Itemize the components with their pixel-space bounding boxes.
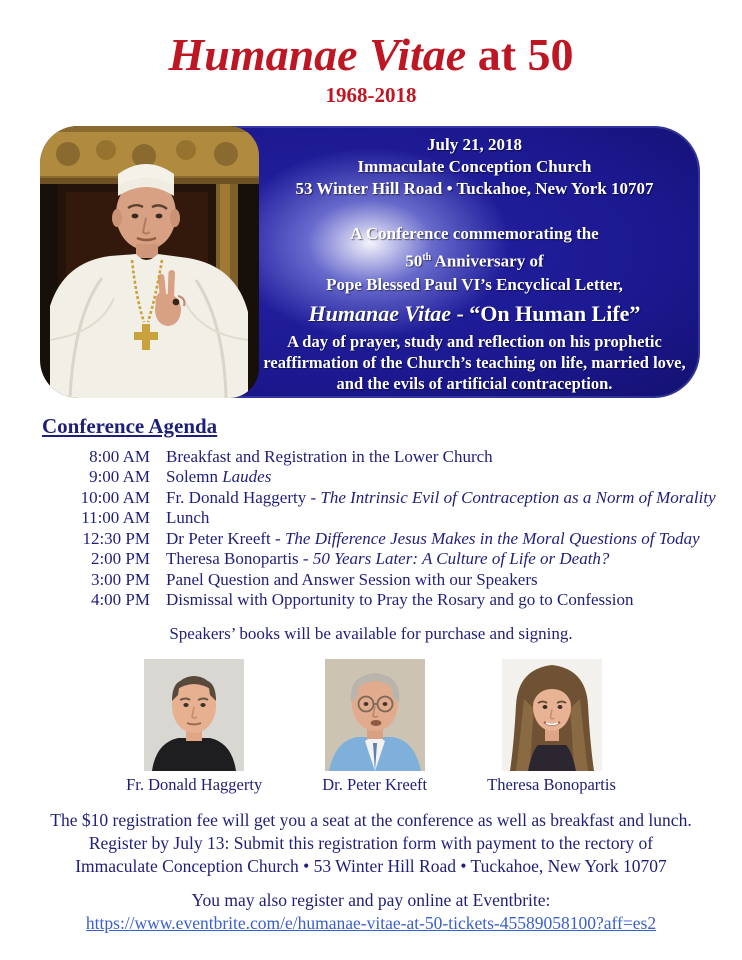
agenda-row — [42, 447, 742, 468]
registration-deadline-line: Register by July 13: Submit this registration form with payment to the rectory of — [88, 832, 654, 853]
agenda-desc-italic: The Intrinsic Evil of Contraception as a Norm of Morality — [320, 487, 716, 507]
agenda-heading: Conference Agenda — [42, 413, 218, 438]
speaker-photo-bonopartis — [502, 659, 602, 771]
agenda-row — [42, 529, 742, 550]
kreeft-portrait — [325, 659, 425, 771]
agenda-row — [42, 549, 742, 570]
speaker-card — [487, 659, 616, 795]
agenda-description — [166, 488, 716, 509]
agenda-description — [166, 508, 209, 529]
agenda-row — [42, 467, 742, 488]
agenda-row — [42, 488, 742, 509]
pope-paul-vi-photo — [40, 126, 259, 398]
speaker-name: Fr. Donald Haggerty — [126, 774, 263, 794]
anniversary-number: 50 — [405, 251, 423, 271]
speaker-card — [322, 659, 427, 795]
agenda-description — [166, 529, 700, 550]
page-title — [0, 30, 742, 81]
anniversary-rest: Anniversary of — [431, 251, 544, 271]
banner-text — [259, 134, 690, 394]
page-title-italic: Humanae Vitae — [168, 29, 467, 80]
agenda-time: 4:00 PM — [90, 590, 150, 610]
speaker-photo-haggerty — [144, 659, 244, 771]
speaker-card — [126, 659, 262, 795]
agenda-desc-plain: Fr. Donald Haggerty - — [166, 487, 321, 507]
encyclical-title — [259, 300, 690, 327]
agenda-time: 10:00 AM — [80, 487, 150, 507]
agenda-time: 9:00 AM — [89, 467, 150, 487]
encyclical-title-rest: - “On Human Life” — [450, 301, 641, 327]
registration-address-line: Immaculate Conception Church • 53 Winter Hill Road • Tuckahoe, New York 10707 — [75, 855, 667, 876]
eventbrite-link-line — [0, 912, 742, 935]
event-address: 53 Winter Hill Road • Tuckahoe, New York 10707 — [295, 178, 654, 198]
pope-paul-vi-illustration — [40, 126, 259, 398]
agenda-desc-italic: Laudes — [222, 467, 272, 487]
agenda-description — [166, 570, 538, 591]
agenda-desc-plain: Lunch — [166, 508, 210, 528]
agenda-description — [166, 467, 271, 488]
banner-line-3: Pope Blessed Paul VI’s Encyclical Letter, — [326, 275, 623, 295]
agenda-desc-plain: Breakfast and Registration in the Lower Church — [166, 446, 493, 466]
agenda-desc-plain: Dr Peter Kreeft - — [166, 528, 285, 548]
agenda-desc-plain: Panel Question and Answer Session with our Speakers — [166, 569, 538, 589]
agenda-desc-italic: 50 Years Later: A Culture of Life or Death? — [312, 549, 610, 569]
agenda-desc-italic: The Difference Jesus Makes in the Moral Questions of Today — [284, 528, 700, 548]
registration-info — [0, 809, 742, 935]
agenda-time: 3:00 PM — [90, 569, 150, 589]
agenda-time: 2:00 PM — [90, 549, 150, 569]
speaker-photo-kreeft — [325, 659, 425, 771]
eventbrite-link[interactable]: https://www.eventbrite.com/e/humanae-vitae-at-50-tickets-45589058100?aff=es2 — [85, 912, 657, 933]
agenda-section — [42, 414, 742, 611]
agenda-desc-plain: Dismissal with Opportunity to Pray the Rosary and go to Confession — [166, 590, 634, 610]
agenda-description — [166, 447, 493, 468]
agenda-row — [42, 508, 742, 529]
event-venue: Immaculate Conception Church — [357, 156, 592, 176]
registration-fee-line: The $10 registration fee will get you a seat at the conference as well as breakfast and lunch. — [50, 809, 692, 830]
page-title-rest: at 50 — [466, 29, 574, 80]
event-date: July 21, 2018 — [427, 134, 522, 154]
speaker-name: Theresa Bonopartis — [487, 774, 616, 794]
banner-line-2 — [259, 246, 690, 274]
agenda-time: 11:00 AM — [81, 508, 150, 528]
banner-description: A day of prayer, study and reflection on his prophetic reaffirmation of the Church’s teaching on life, married love, and the evils of artificial contraception. — [263, 332, 686, 394]
bonopartis-portrait — [502, 659, 602, 771]
encyclical-title-italic: Humanae Vitae — [308, 301, 451, 327]
eventbrite-note: You may also register and pay online at Eventbrite: — [191, 889, 551, 910]
page-subtitle: 1968-2018 — [325, 82, 417, 107]
agenda-row — [42, 590, 742, 611]
agenda-desc-plain: Theresa Bonopartis - — [166, 549, 313, 569]
agenda-desc-plain: Solemn — [166, 467, 223, 487]
event-banner — [40, 126, 700, 398]
anniversary-ordinal: th — [422, 251, 432, 263]
title-block — [0, 0, 742, 108]
banner-line-1: A Conference commemorating the — [350, 223, 599, 243]
agenda-description — [166, 590, 633, 611]
speakers-row — [0, 659, 742, 795]
speaker-name: Dr. Peter Kreeft — [322, 774, 428, 794]
agenda-row — [42, 570, 742, 591]
agenda-time: 8:00 AM — [89, 446, 150, 466]
agenda-time: 12:30 PM — [82, 528, 150, 548]
haggerty-portrait — [144, 659, 244, 771]
agenda-description — [166, 549, 609, 570]
books-note: Speakers’ books will be available for purchase and signing. — [169, 623, 573, 643]
